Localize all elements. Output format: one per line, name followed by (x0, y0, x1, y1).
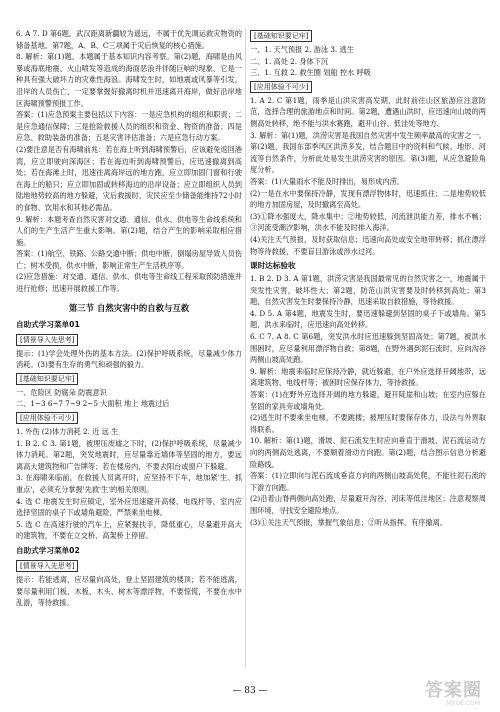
answer-item: 8. 解析：第(1)题，本题属于基本知识内容考察。第(2)题，海啸是由风暴或海底地震、火山喷发等造成的海面恶浪并伴随巨响的现象，它是一种具有强大破坏力的灾难性海浪。海啸发生时，如地震或风暴等引发，沿岸的人员伤亡，一定要掌握好撤离时机并迅速离开海岸，做好沿岸地区海啸预警预报工作。 (16, 52, 242, 108)
answer-item: 9. 解析：地震来临时应保持冷静，就近躲避，在户外应选择开阔地带，远离建筑物、电线杆等；被困时应保存体力，等待救援。 (250, 366, 486, 388)
right-box-apply: [应用体验不可少] (250, 81, 312, 93)
answer-item: (2)要注意是否有海啸前兆：若在海上听到海啸预警后，应该避免返回港湾，应立即驶向深海区；若在海边听到海啸预警后，应迅速撤离到高处；若在海滩上时，迅速往离海岸远的地方跑，应立即加固门窗和行驶在海上的船只；应立即加固或转移海边的沿岸设备；应立即组织人员到陆地地势较高的地方躲避，灾后救援时，灾民应至少储备能维持72小时的食物、饮用水和其他必需品。 (16, 144, 242, 212)
sheet1-hint: 提示：(1)学会处理外伤的基本方法。(2)保护呼吸系统，尽量减少体力消耗。(3)要有生存的勇气和顽强的毅力。 (16, 348, 242, 370)
answer-item: (3)①关注天气预报，掌握气象信息；②听从指挥，有序撤离。 (250, 517, 448, 527)
answer-item: 答案：(1)立即向与泥石流成垂直方向的两侧山坡高处爬，不能往泥石流的下游方向跑。 (250, 471, 486, 492)
right-basics-3: 三、1. 互救 2. 救生圈 划船 控水 呼吸 (250, 68, 371, 78)
watermark-text: 答案圈 (425, 680, 482, 701)
answer-item: 6. C 7. A 8. C 第6题，突发洪水时应迅速躲到坚固高处；第7题，被洪水围困时，应尽量利用漂浮物自救；第8题，在野外遇到泥石流时，应向沟谷两侧山坡高处跑。 (250, 332, 486, 365)
sheet1-box-apply: [应用体验不可少] (16, 412, 78, 424)
sheet1-apply-5: 5. 选 C 在高速行驶的汽车上，应紧握扶手，降低重心，尽量避开高大的建筑物，不要在立交桥、高架桥上停留。 (16, 519, 242, 541)
answer-item: 9. 解析：本题考查自然灾害对交通、通信、供水、供电等生命线系统和人们的生产生活产生重大影响。第(2)题，结合产生的影响采取相应措施。 (16, 214, 242, 247)
sheet1-apply-4: 4. 选 C 地震发生时应镇定，室外应迅速避开高楼、电线杆等，室内应选择坚固的桌子下或墙角避险，严禁乘坐电梯。 (16, 496, 242, 518)
answer-item: 答案：(1)在野外应选择开阔的地方躲避，避开陡崖和山坡；在室内应躲在坚固的家具旁或墙角处。 (250, 390, 486, 411)
right-column (250, 28, 486, 528)
answer-item: (4)关注天气预报，及时获取信息；迅速向高处或安全地带转移；抓住漂浮物等待救援，不要盲目游泳或涉水过河。 (250, 234, 486, 256)
answer-item: (3)①降水强度大，降水集中；②地势较低，河流泄洪能力差，排水不畅；③河流受潮汐影响，洪水不能及时排入海洋。 (250, 211, 486, 233)
watermark-url: MXQE.COM (446, 700, 480, 707)
sheet1-basics-2: 二、1~3 6~7 7~9 2~5 大面积 地上 地震过后 (16, 399, 170, 409)
sheet1-apply-2: 1. B 2. C 3. 第1题，被埋压废墟之下时，(2)保护呼吸系统，尽量减少体力消耗。第2题，突发地震时，应尽量靠近墙体等坚固的地方，要远离高大建筑物和广告牌等；若在楼房内，不要去阳台或窗户下躲避。 (16, 438, 242, 471)
page-number: — 83 — (232, 686, 268, 696)
watermark-logo (406, 674, 492, 708)
sheet1-box-basics: [基础知识要记牢] (16, 373, 78, 385)
answer-item: 答案：(1)航空、铁路、公路交通中断；供电中断，倒塌房屋导致人员伤亡；树木受损，供水中断，影响正常生产生活秩序等。 (16, 249, 242, 270)
answer-item: 6. A 7. D 第6题，武汉距离新疆较为遥远，不属于优先调运救灾物资的储备基地。第7题，A、B、C三项属于灾后恢复的核心措施。 (16, 29, 242, 50)
right-basics-2: 二、1. 高处 2. 身体下沉 (250, 56, 329, 66)
answer-item: 4. D 5. A 第4题，地震发生时，要迅速躲避到坚固的桌子下或墙角。第5题，洪水来临时，应迅速向高处转移。 (250, 308, 486, 330)
sheet2-box-intro: [情景导入先思考] (16, 560, 78, 572)
sheet2-hint: 提示：若能逃离，应尽量向高处，登上坚固建筑的楼顶；若不能逃离，要尽量利用门板、木板、木头、树木等漂浮物，不要惊慌，不要在水中乱游，等待救援。 (16, 574, 242, 608)
section-title: 第三节 自然灾害中的自救与互救 (68, 302, 190, 313)
sheet1-box-intro: [情景导入先思考] (16, 334, 78, 346)
answer-item: 3. 解析：第(1)题，洪涝灾害是我国自然灾害中发生频率最高的灾害之一。第(2)题，我国东部季风区洪涝多发，结合题目中的资料和气候、地形、河流等自然条件，分析此处易发生洪涝灾害的原因。第(3)题，从应急避险角度分析。 (250, 130, 486, 175)
left-column (16, 28, 242, 609)
sheet2-title: 自助式学习菜单02 (16, 545, 80, 555)
answer-item: 10. 解析：第(1)题，滑坡、泥石流发生时应向垂直于滑坡、泥石流运动方向的两侧高处逃离，不要顺着滑动方向跑。第(2)题，结合图示信息分析避险路线。 (250, 436, 486, 469)
answer-item: 1. A 2. C 第1题，雨季是山洪灾害高发期，此时前往山区旅游应注意防范，选择合理的旅游地点和时间。第2题，遭遇山洪时，应迅速向山坡的两侧高处转移，绝不能与洪水赛跑，避开山谷、低洼处等地方。 (250, 95, 486, 128)
sheet1-basics-1: 一、危险区 防腐朵 防震意识 (16, 387, 107, 397)
answer-item: 1. B 2. D 3. A 第1题，洪涝灾害是我国最常见的自然灾害之一，地震属于突发性灾害，破坏性大；第2题，防范山洪灾害要及时转移到高处；第3题，自然灾害发生时要保持冷静，迅速采取自救措施，等待救援。 (250, 274, 486, 307)
sheet1-apply-1: 1. 外伤 (2)体力消耗 2. 近 远 生 (16, 427, 119, 437)
answer-item: 答案：(1)大量雨水不能及时排出，易形成内涝。 (250, 176, 404, 186)
answer-item: (2)沿着山脊两侧向高处跑，尽量避开沟谷、河床等低洼地区；注意观察周围环境，寻找安全避险地点。 (250, 494, 486, 515)
answer-item: (2)一是在水中要保持冷静，发现有漂浮物体时，迅速抓住；二是地势较低的地方加固房屋，及时撤离至高处。 (250, 188, 486, 210)
answer-item: (2)应急措施：对交通、通信、供水、供电等生命线工程采取预防措施并进行抢修；迅速开展救援工作等。 (16, 272, 242, 294)
section-title: 课时达标验收 (250, 261, 296, 271)
sheet1-title: 自助式学习菜单01 (16, 319, 80, 329)
sheet1-apply-3: 3. 在海啸来临前，在救援人员离开时，应坚持不下车，地加紧'生、抓重点'，必须充分掌握'先救'生'的相关原则。 (16, 473, 242, 494)
answer-item: (2)逃生时不要乘坐电梯，不要跳楼；被埋压时要保存体力，设法与外界取得联系。 (250, 413, 486, 434)
answer-item: 答案：(1)应急预案主要包括以下内容：一是应急机构的组织和职责；二是应急通信保障；三是抢险救援人员的组织和资金、物资的准备；四是应急、救助装备的准备；五是灾害评估准备；六是应急行动方案。 (16, 110, 242, 143)
right-basics-1: 一、1. 天气预报 2. 游泳 3. 逃生 (250, 45, 354, 54)
column-divider (245, 28, 246, 668)
right-box-basics: [基础知识要记牢] (250, 30, 312, 42)
